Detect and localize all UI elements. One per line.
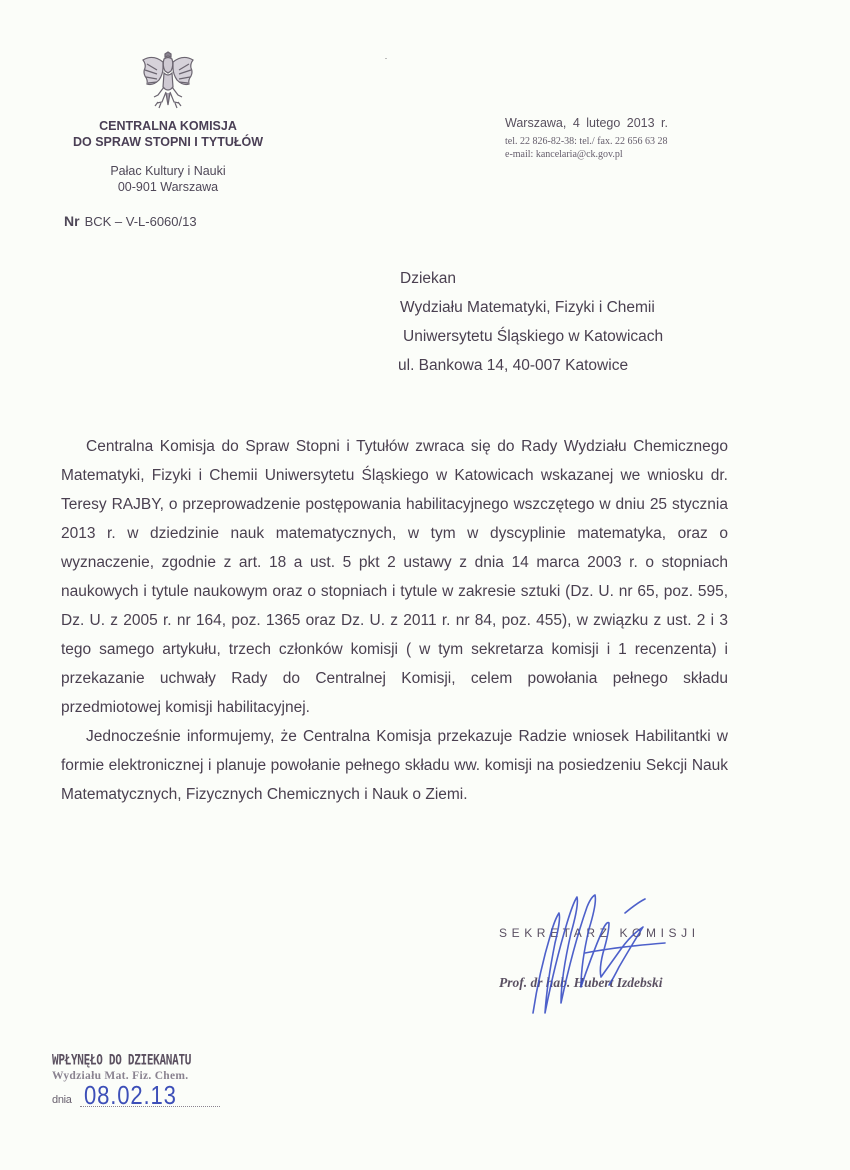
stamp-handwritten-date: 08.02.13	[84, 1080, 177, 1110]
signatory-title: SEKRETARZ KOMISJI	[499, 926, 700, 940]
phone-fax: tel. 22 826-82-38: tel./ fax. 22 656 63 28	[505, 136, 668, 147]
letter-body	[61, 432, 728, 809]
org-name-line: CENTRALNA KOMISJA	[99, 119, 237, 133]
reference-value: BCK – V-L-6060/13	[84, 214, 197, 229]
dateline: Warszawa, 4 lutego 2013 r.	[505, 116, 669, 130]
recipient-line: Wydziału Matematyki, Fizyki i Chemii	[400, 299, 655, 316]
reference-label: Nr	[64, 213, 80, 229]
body-paragraph: Centralna Komisja do Spraw Stopni i Tytułów zwraca się do Rady Wydziału Chemicznego Matematyki, Fizyki i Chemii Uniwersytetu Śląskiego w Katowicach wskazanej we wniosku dr. Teresy RAJBY, o przeprowadzenie postępowania habilitacyjnego wszczętego w dniu 25 stycznia 2013 r. w dziedzinie nauk matematycznych, w tym w dyscyplinie matematyka, oraz o wyznaczenie, zgodnie z art. 18 a ust. 5 pkt 2 ustawy z dnia 14 marca 2003 r. o stopniach naukowych i tytule naukowym oraz o stopniach i tytule w zakresie sztuki (Dz. U. nr 65, poz. 595, Dz. U. z 2005 r. nr 164, poz. 1365 oraz Dz. U. z 2011 r. nr 84, poz. 455), w związku z ust. 2 i 3 tego samego artykułu, trzech członków komisji ( w tym sekretarza komisji i 1 recenzenta) i przekazanie uchwały Rady do Centralnej Komisji, celem powołania pełnego składu przedmiotowej komisji habilitacyjnej.	[61, 438, 728, 716]
email-address: e-mail: kancelaria@ck.gov.pl	[505, 149, 623, 160]
stamp-date-label: dnia	[52, 1094, 72, 1106]
recipient-line: Dziekan	[400, 270, 456, 287]
reference-number	[64, 213, 197, 229]
scan-speck	[385, 58, 387, 59]
org-name-line: DO SPRAW STOPNI I TYTUŁÓW	[72, 135, 264, 149]
stamp-department: Wydziału Mat. Fiz. Chem.	[52, 1070, 189, 1082]
organization-address	[40, 163, 296, 195]
recipient-line: ul. Bankowa 14, 40-007 Katowice	[398, 357, 629, 374]
contact-info	[505, 135, 667, 161]
stamp-heading: WPŁYNĘŁO DO DZIEKANATU	[52, 1052, 192, 1069]
signatory-name: Prof. dr hab. Hubert Izdebski	[499, 975, 663, 990]
stamp-date-row	[52, 1080, 191, 1112]
address-line: 00-901 Warszawa	[117, 180, 219, 194]
received-stamp	[52, 1052, 191, 1112]
recipient-line: Uniwersytetu Śląskiego w Katowicach	[403, 328, 664, 345]
body-paragraph: Jednocześnie informujemy, że Centralna Komisja przekazuje Radzie wniosek Habilitantki w formie elektronicznej i planuje powołanie pełnego składu ww. komisji na posiedzeniu Sekcji Nauk Matematycznych, Fizycznych Chemicznych i Nauk o Ziemi.	[61, 728, 728, 803]
handwritten-signature-icon	[525, 893, 700, 1018]
organization-name	[40, 118, 296, 150]
recipient-address-block	[400, 264, 663, 380]
eagle-emblem-icon	[137, 46, 199, 114]
address-line: Pałac Kultury i Nauki	[110, 164, 226, 178]
